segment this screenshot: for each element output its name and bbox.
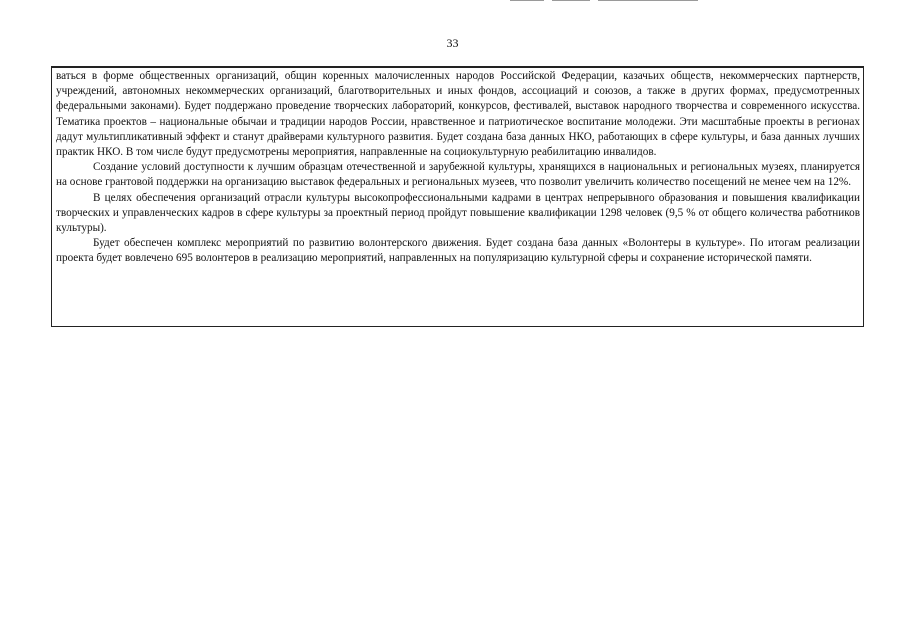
top-rule-2	[552, 0, 590, 1]
top-rule-3	[598, 0, 698, 1]
paragraph-4: Будет обеспечен комплекс мероприятий по развитию волонтерского движения. Будет создана база данных «Волонтеры в культуре». По итогам реализации проекта будет вовлечено 695 волонтеров в реализацию мероприятий, направленных на популяризацию культурной сферы и сохранение исторической памяти.	[56, 237, 860, 265]
paragraph-1: ваться в форме общественных организаций, общин коренных малочисленных народов Российской Федерации, казачьих обществ, некоммерческих партнерств, учреждений, автономных некоммерческих организаций, благотворительных и иных фондов, ассоциаций и союзов, а также в других формах, предусмотренных федеральными законами). Будет поддержано проведение творческих лабораторий, конкурсов, фестивалей, выставок народного творчества и современного искусства. Тематика проектов – национальные обычаи и традиции народов России, нравственное и патриотическое воспитание молодежи. Эти масштабные проекты в регионах дадут мультипликативный эффект и станут драйверами культурного развития. Будет создана база данных НКО, работающих в сфере культуры, и база данных лучших практик НКО. В том числе будут предусмотрены мероприятия, направленные на социокультурную реабилитацию инвалидов.	[56, 70, 860, 159]
paragraph-3: В целях обеспечения организаций отрасли культуры высокопрофессиональными кадрами в центрах непрерывного образования и повышения квалификации творческих и управленческих кадров в сфере культуры за проектный период пройдут повышение квалификации 1298 человек (9,5 % от общего количества работников культуры).	[56, 191, 860, 235]
top-rule-1	[510, 0, 544, 1]
text-box	[51, 66, 864, 327]
paragraph-2: Создание условий доступности к лучшим образцам отечественной и зарубежной культуры, хранящихся в национальных и региональных музеях, планируется на основе грантовой поддержки на организацию выставок федеральных и региональных музеев, что позволит увеличить количество посещений не менее чем на 12%.	[56, 161, 860, 189]
page-number: 33	[446, 36, 459, 50]
